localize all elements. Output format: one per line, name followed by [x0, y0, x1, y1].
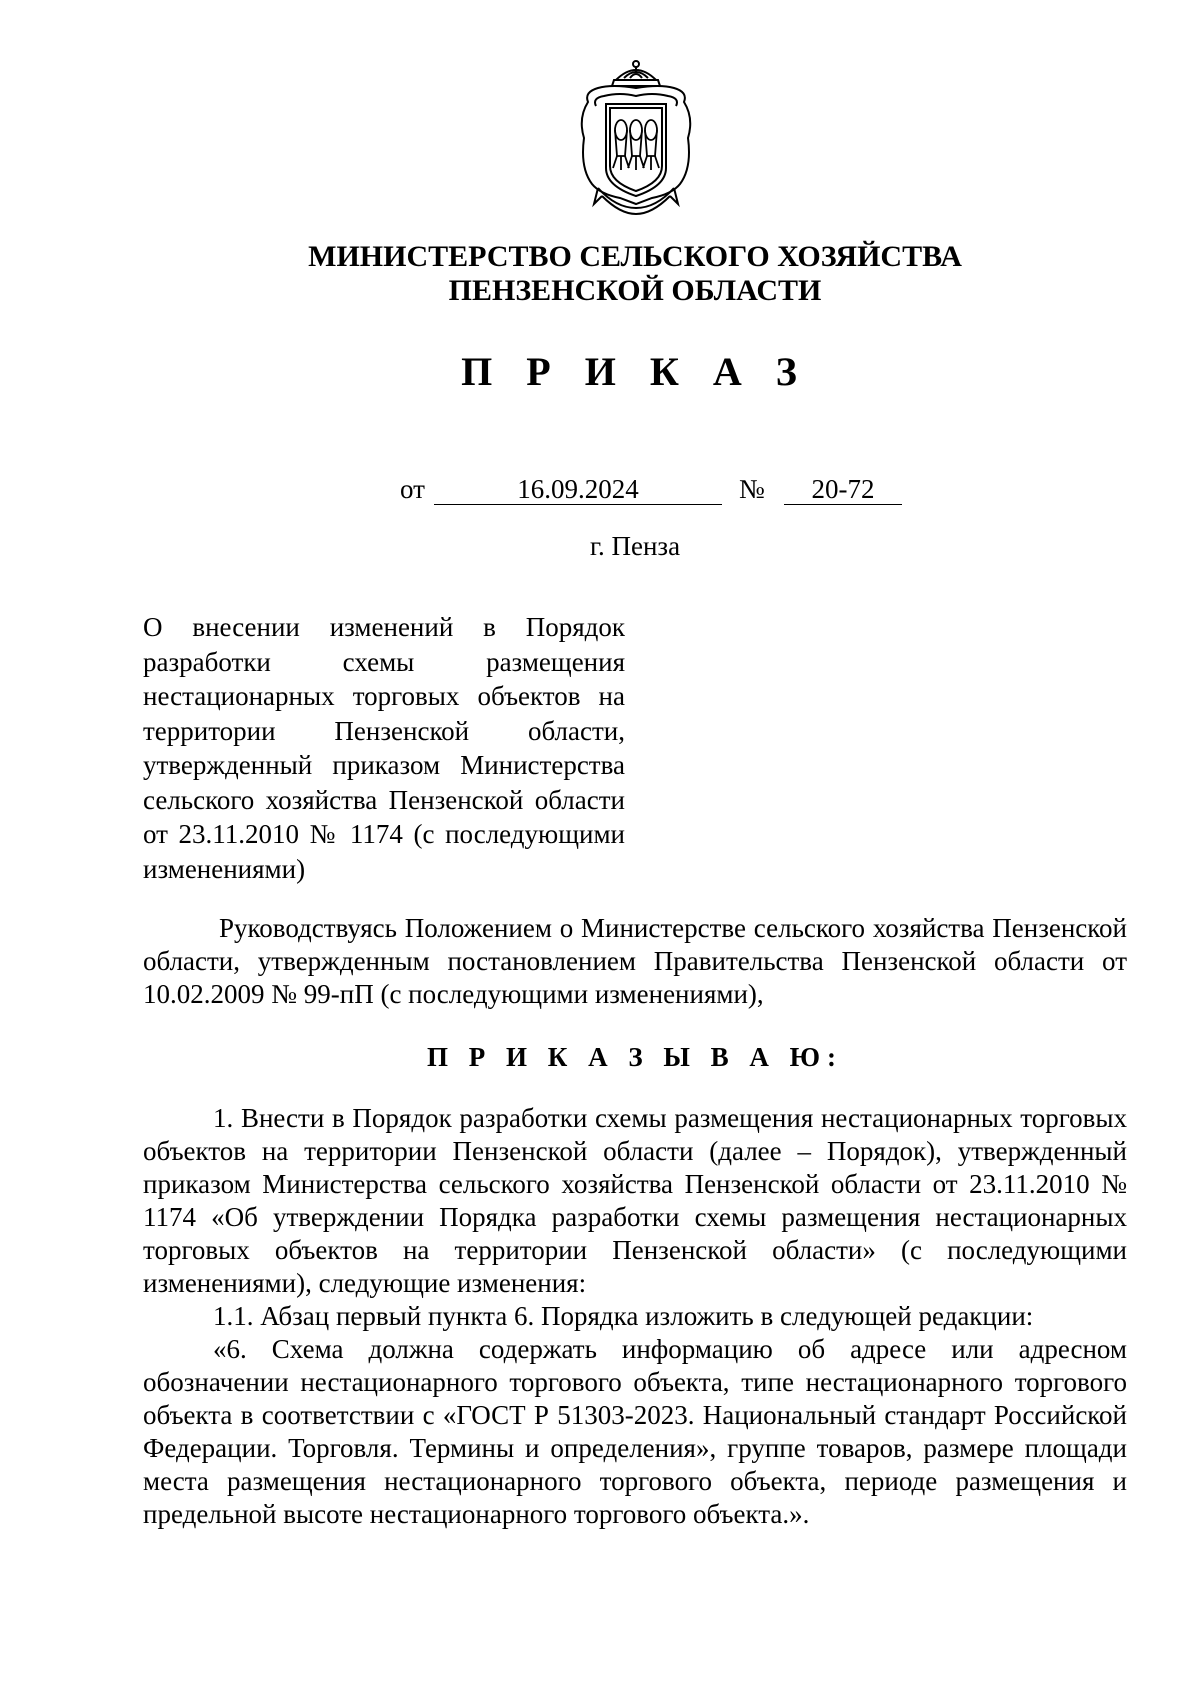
ministry-name-line2: ПЕНЗЕНСКОЙ ОБЛАСТИ [448, 274, 822, 307]
ministry-name-line1: МИНИСТЕРСТВО СЕЛЬСКОГО ХОЗЯЙСТВА [308, 240, 962, 273]
document-type-title: П Р И К А З [461, 349, 809, 394]
order-item-1-1-text: «6. Схема должна содержать информацию об адресе или адресном обозначении нестационарного торгового объекта, типе нестационарного торгового объекта в соответствии с «ГОСТ Р 51303-2023. Национальный стандарт Российской Федерации. Торговля. Термины и определения», группе товаров, размере площади места размещения нестационарного торгового объекта, периоде размещения и предельной высоте нестационарного торгового объекта.». [143, 1334, 1127, 1529]
order-item-1: 1. Внести в Порядок разработки схемы размещения нестационарных торговых объектов на территории Пензенской области (далее – Порядок), утвержденный приказом Министерства сельского хозяйства Пензенской области от 23.11.2010 № 1174 «Об утверждении Порядка разработки схемы размещения нестационарных торговых объектов на территории Пензенской области» (с последующими изменениями), следующие изменения: [143, 1103, 1127, 1298]
number-value: 20-72 [784, 473, 902, 505]
ministry-name [0, 240, 1200, 308]
city-name: г. Пенза [589, 531, 681, 561]
date-label: от [400, 474, 425, 504]
orders-heading: П Р И К А З Ы В А Ю: [427, 1042, 843, 1072]
number-label: № [739, 474, 765, 504]
document-subject: О внесении изменений в Порядок разработки схемы размещения нестационарных торговых объектов на территории Пензенской области, утвержденный приказом Министерства сельского хозяйства Пензенской области от 23.11.2010 № 1174 (с последующими изменениями) [143, 612, 625, 884]
date-value: 16.09.2024 [434, 473, 722, 505]
coat-of-arms-emblem [576, 58, 696, 216]
preamble-paragraph: Руководствуясь Положением о Министерстве сельского хозяйства Пензенской области, утвержденным постановлением Правительства Пензенской области от 10.02.2009 № 99-пП (с последующими изменениями), [143, 913, 1127, 1009]
order-item-1-1: 1.1. Абзац первый пункта 6. Порядка изложить в следующей редакции: [213, 1301, 1034, 1331]
